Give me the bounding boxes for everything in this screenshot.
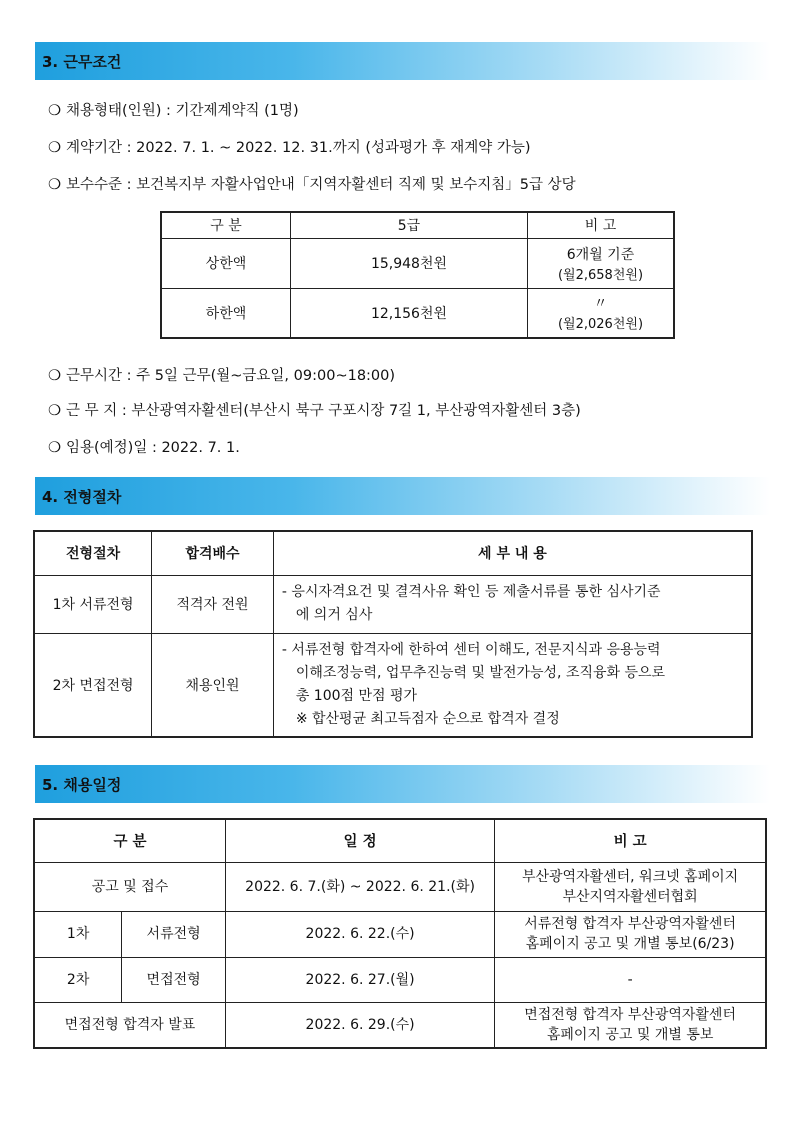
circle-bullet-icon: ❍ bbox=[48, 440, 61, 456]
contract-period-item: ❍ 계약기간 : 2022. 7. 1. ~ 2022. 12. 31.까지 (성과평가 후 재계약 가능) bbox=[48, 140, 531, 156]
section-5-title: 5. 채용일정 bbox=[42, 775, 122, 794]
table-row: 2차 면접전형 2022. 6. 27.(월) - bbox=[34, 957, 766, 1002]
table-row: 상한액 15,948천원 6개월 기준 (월2,658천원) bbox=[161, 238, 674, 288]
table-row: 1차 서류전형 2022. 6. 22.(수) 서류전형 합격자 부산광역자활센터 홈페이지 공고 및 개별 통보(6/23) bbox=[34, 911, 766, 957]
section-4-title: 4. 전형절차 bbox=[42, 487, 122, 506]
employment-type-item: ❍ 채용형태(인원) : 기간제계약직 (1명) bbox=[48, 103, 299, 119]
section-3-title: 3. 근무조건 bbox=[42, 52, 122, 71]
pay-table bbox=[160, 211, 675, 339]
process-table-header: 전형절차 합격배수 세 부 내 용 bbox=[34, 531, 752, 575]
section-4-header bbox=[35, 477, 770, 515]
circle-bullet-icon: ❍ bbox=[48, 403, 61, 419]
circle-bullet-icon: ❍ bbox=[48, 368, 61, 384]
pay-level-item: ❍ 보수수준 : 보건복지부 자활사업안내「지역자활센터 직제 및 보수지침」5급 상당 bbox=[48, 177, 576, 193]
circle-bullet-icon: ❍ bbox=[48, 103, 61, 119]
work-hours-item: ❍ 근무시간 : 주 5일 근무(월~금요일, 09:00~18:00) bbox=[48, 368, 396, 384]
schedule-table-header: 구 분 일 정 비 고 bbox=[34, 819, 766, 862]
pay-table-header: 구 분 5급 비 고 bbox=[161, 212, 674, 238]
workplace-item: ❍ 근 무 지 : 부산광역자활센터(부산시 북구 구포시장 7길 1, 부산광역자활센터 3층) bbox=[48, 403, 581, 419]
circle-bullet-icon: ❍ bbox=[48, 177, 61, 193]
table-row: 2차 면접전형 채용인원 - 서류전형 합격자에 한하여 센터 이해도, 전문지식과 응용능력 이해조정능력, 업무추진능력 및 발전가능성, 조직융화 등으로 총 100점 만점 평가 ※ 합산평균 최고득점자 순으로 합격자 결정 bbox=[34, 633, 752, 737]
table-row: 1차 서류전형 적격자 전원 - 응시자격요건 및 결격사유 확인 등 제출서류를 통한 심사기준 에 의거 심사 bbox=[34, 575, 752, 633]
section-3-header bbox=[35, 42, 770, 80]
start-date-item: ❍ 임용(예정)일 : 2022. 7. 1. bbox=[48, 440, 240, 456]
table-row: 공고 및 접수 2022. 6. 7.(화) ~ 2022. 6. 21.(화) 부산광역자활센터, 워크넷 홈페이지 부산지역자활센터협회 bbox=[34, 862, 766, 911]
schedule-table bbox=[33, 818, 767, 1049]
table-row: 면접전형 합격자 발표 2022. 6. 29.(수) 면접전형 합격자 부산광역자활센터 홈페이지 공고 및 개별 통보 bbox=[34, 1002, 766, 1048]
section-5-header bbox=[35, 765, 770, 803]
selection-process-table bbox=[33, 530, 753, 738]
table-row: 하한액 12,156천원 〃 (월2,026천원) bbox=[161, 288, 674, 338]
circle-bullet-icon: ❍ bbox=[48, 140, 61, 156]
